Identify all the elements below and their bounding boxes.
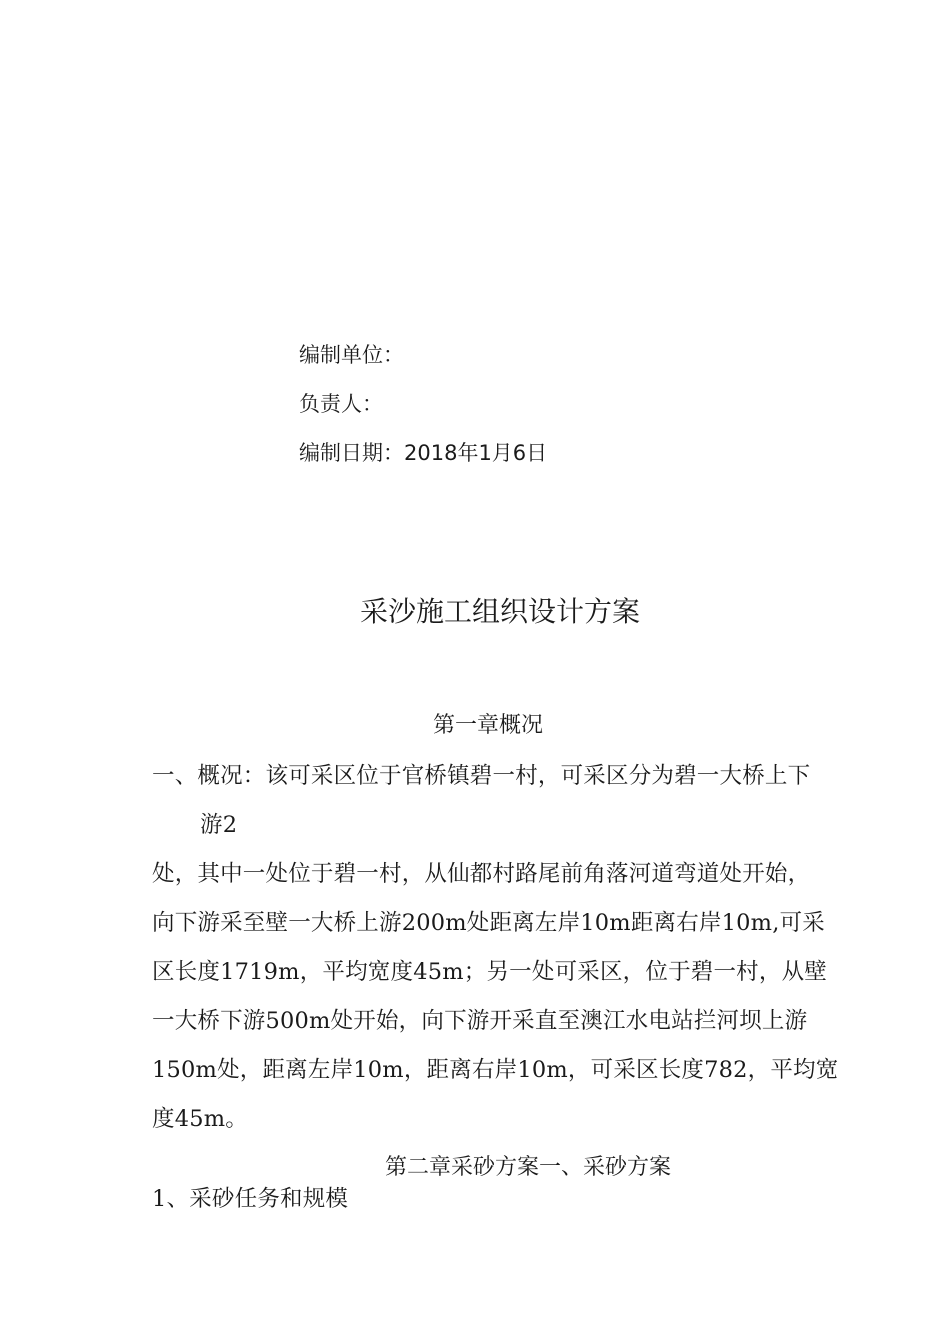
paragraph-line-4: 向下游采至壁一大桥上游200m处距离左岸10m距离右岸10m,可采: [152, 910, 825, 936]
paragraph-line-8: 度45m。: [152, 1106, 248, 1132]
section-1-heading: 1、采砂任务和规模: [152, 1186, 349, 1212]
paragraph-line-3: 处，其中一处位于碧一村，从仙都村路尾前角落河道弯道处开始，: [152, 861, 811, 887]
paragraph-line-7: 150m处，距离左岸10m，距离右岸10m，可采区长度782，平均宽: [152, 1057, 839, 1083]
paragraph-line-6: 一大桥下游500m处开始，向下游开采直至澳江水电站拦河坝上游: [152, 1008, 808, 1034]
document-title: 采沙施工组织设计方案: [359, 595, 640, 628]
paragraph-line-2: 游2: [200, 812, 238, 838]
paragraph-line-5: 区长度1719m，平均宽度45m；另一处可采区，位于碧一村，从壁: [152, 959, 827, 985]
chapter-1-heading: 第一章概况: [433, 713, 544, 738]
responsible-person-label: 负责人：: [299, 392, 383, 416]
compile-date-label: 编制日期：2018年1月6日: [299, 441, 548, 465]
compiling-unit-label: 编制单位：: [299, 343, 404, 367]
paragraph-line-1: 一、概况：该可采区位于官桥镇碧一村，可采区分为碧一大桥上下: [152, 763, 811, 789]
chapter-2-heading: 第二章采砂方案一、采砂方案: [385, 1155, 672, 1180]
